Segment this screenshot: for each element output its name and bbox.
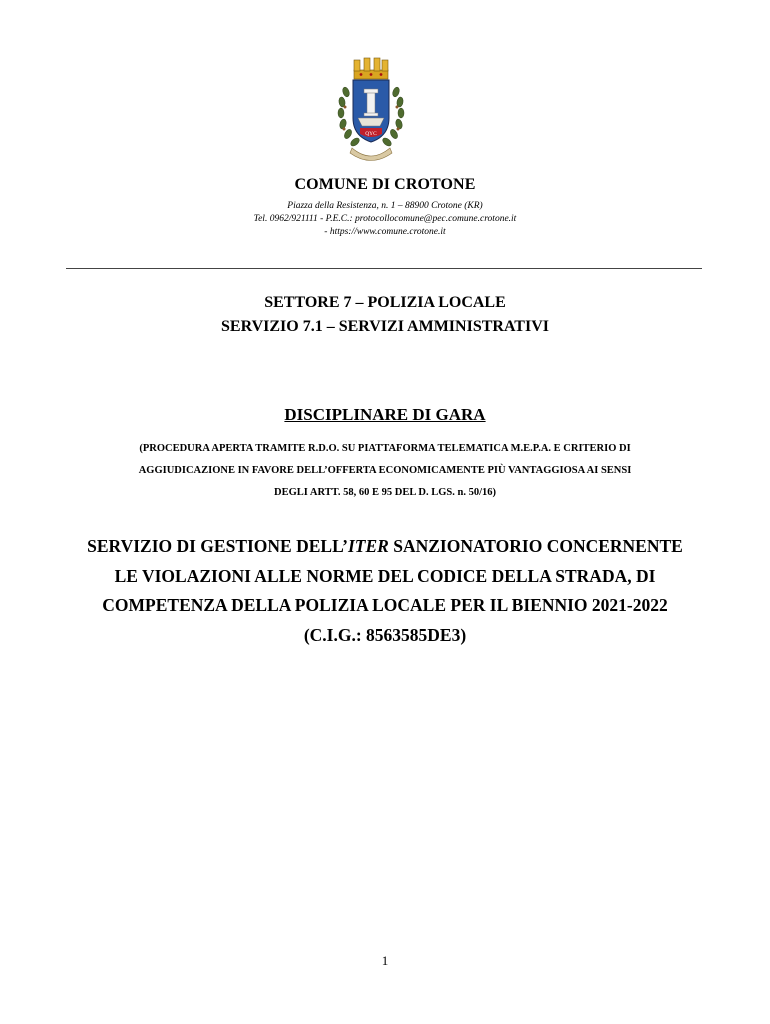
procedure-line: (PROCEDURA APERTA TRAMITE R.D.O. SU PIATTAFORMA TELEMATICA M.E.P.A. E CRITERIO DI: [139, 443, 631, 454]
address-line: Piazza della Resistenza, n. 1 – 88900 Crotone (KR): [287, 201, 483, 211]
service-suffix: SANZIONATORIO CONCERNENTE: [388, 536, 683, 556]
service-italic-word: ITER: [347, 536, 389, 556]
crotone-crest-logo: [334, 56, 408, 168]
page-number: 1: [381, 953, 389, 968]
service-line: [60, 532, 710, 562]
service-description: [60, 532, 710, 650]
service-subtitle: SERVIZIO 7.1 – SERVIZI AMMINISTRATIVI: [221, 318, 549, 335]
procedure-line: DEGLI ARTT. 58, 60 E 95 DEL D. LGS. n. 50/16): [273, 487, 497, 498]
document-title: [0, 405, 770, 425]
contact-line: Tel. 0962/921111 - P.E.C.: protocollocomune@pec.comune.crotone.it: [253, 214, 517, 224]
sector-title: SETTORE 7 – POLIZIA LOCALE: [264, 294, 506, 311]
procedure-description: [70, 438, 700, 504]
org-name: COMUNE DI CROTONE: [294, 176, 476, 193]
procedure-line: AGGIUDICAZIONE IN FAVORE DELL’OFFERTA ECONOMICAMENTE PIÙ VANTAGGIOSA AI SENSI: [138, 465, 632, 476]
document-title-text: DISCIPLINARE DI GARA: [284, 405, 486, 424]
website-line: - https://www.comune.crotone.it: [324, 227, 446, 237]
service-prefix: SERVIZIO DI GESTIONE DELL’: [87, 536, 348, 556]
service-line: LE VIOLAZIONI ALLE NORME DEL CODICE DELLA STRADA, DI: [114, 565, 656, 586]
header-divider: [66, 268, 702, 269]
cig-code: (C.I.G.: 8563585DE3): [303, 624, 467, 645]
service-line: COMPETENZA DELLA POLIZIA LOCALE PER IL BIENNIO 2021-2022: [102, 595, 668, 615]
crest-motto: QYC: [365, 131, 377, 137]
